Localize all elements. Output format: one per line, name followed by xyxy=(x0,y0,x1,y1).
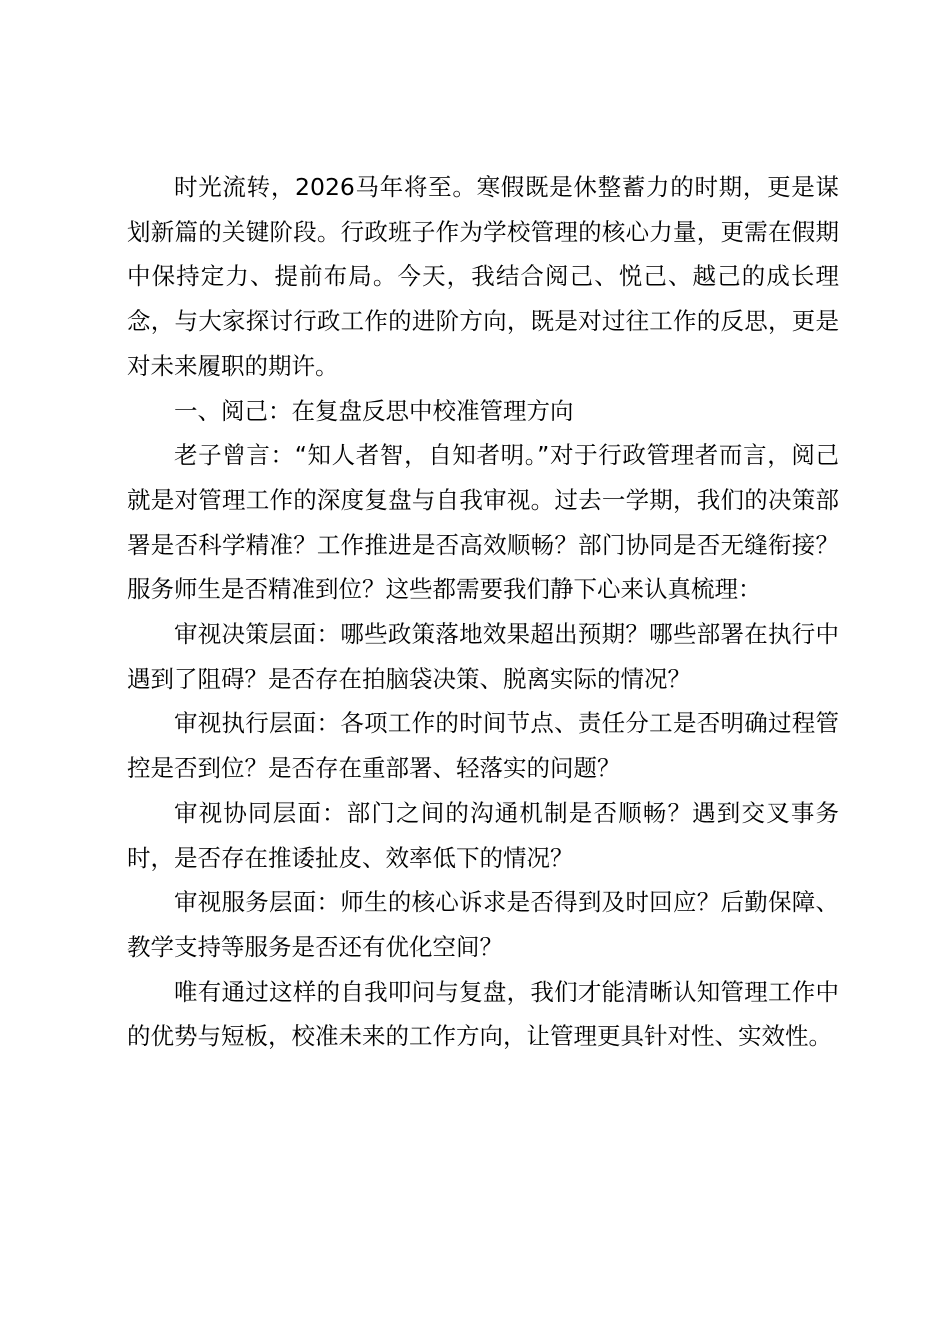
collaboration-review-paragraph: 审视协同层面：部门之间的沟通机制是否顺畅？遇到交叉事务时，是否存在推诿扯皮、效率低下的情况？ xyxy=(127,798,839,872)
document-body xyxy=(127,165,839,1059)
section-heading: 一、阅己：在复盘反思中校准管理方向 xyxy=(174,396,574,425)
decision-review-paragraph: 审视决策层面：哪些政策落地效果超出预期？哪些部署在执行中遇到了阻碍？是否存在拍脑袋决策、脱离实际的情况？ xyxy=(127,620,839,693)
service-review-paragraph: 审视服务层面：师生的核心诉求是否得到及时回应？后勤保障、教学支持等服务是否还有优化空间？ xyxy=(127,888,839,961)
laozi-quote-paragraph: 老子曾言：“知人者智，自知者明。”对于行政管理者而言，阅己就是对管理工作的深度复盘与自我审视。过去一学期，我们的决策部署是否科学精准？工作推进是否高效顺畅？部门协同是否无缝衔接？服务师生是否精准到位？这些都需要我们静下心来认真梳理： xyxy=(127,441,839,604)
execution-review-paragraph: 审视执行层面：各项工作的时间节点、责任分工是否明确过程管控是否到位？是否存在重部署、轻落实的问题？ xyxy=(127,709,839,783)
intro-paragraph: 时光流转，2026马年将至。寒假既是休整蓄力的时期，更是谋划新篇的关键阶段。行政班子作为学校管理的核心力量，更需在假期中保持定力、提前布局。今天，我结合阅己、悦己、越己的成长理念，与大家探讨行政工作的进阶方向，既是对过往工作的反思，更是对未来履职的期许。 xyxy=(127,173,839,380)
conclusion-paragraph: 唯有通过这样的自我叩问与复盘，我们才能清晰认知管理工作中的优势与短板，校准未来的工作方向，让管理更具针对性、实效性。 xyxy=(127,977,839,1051)
